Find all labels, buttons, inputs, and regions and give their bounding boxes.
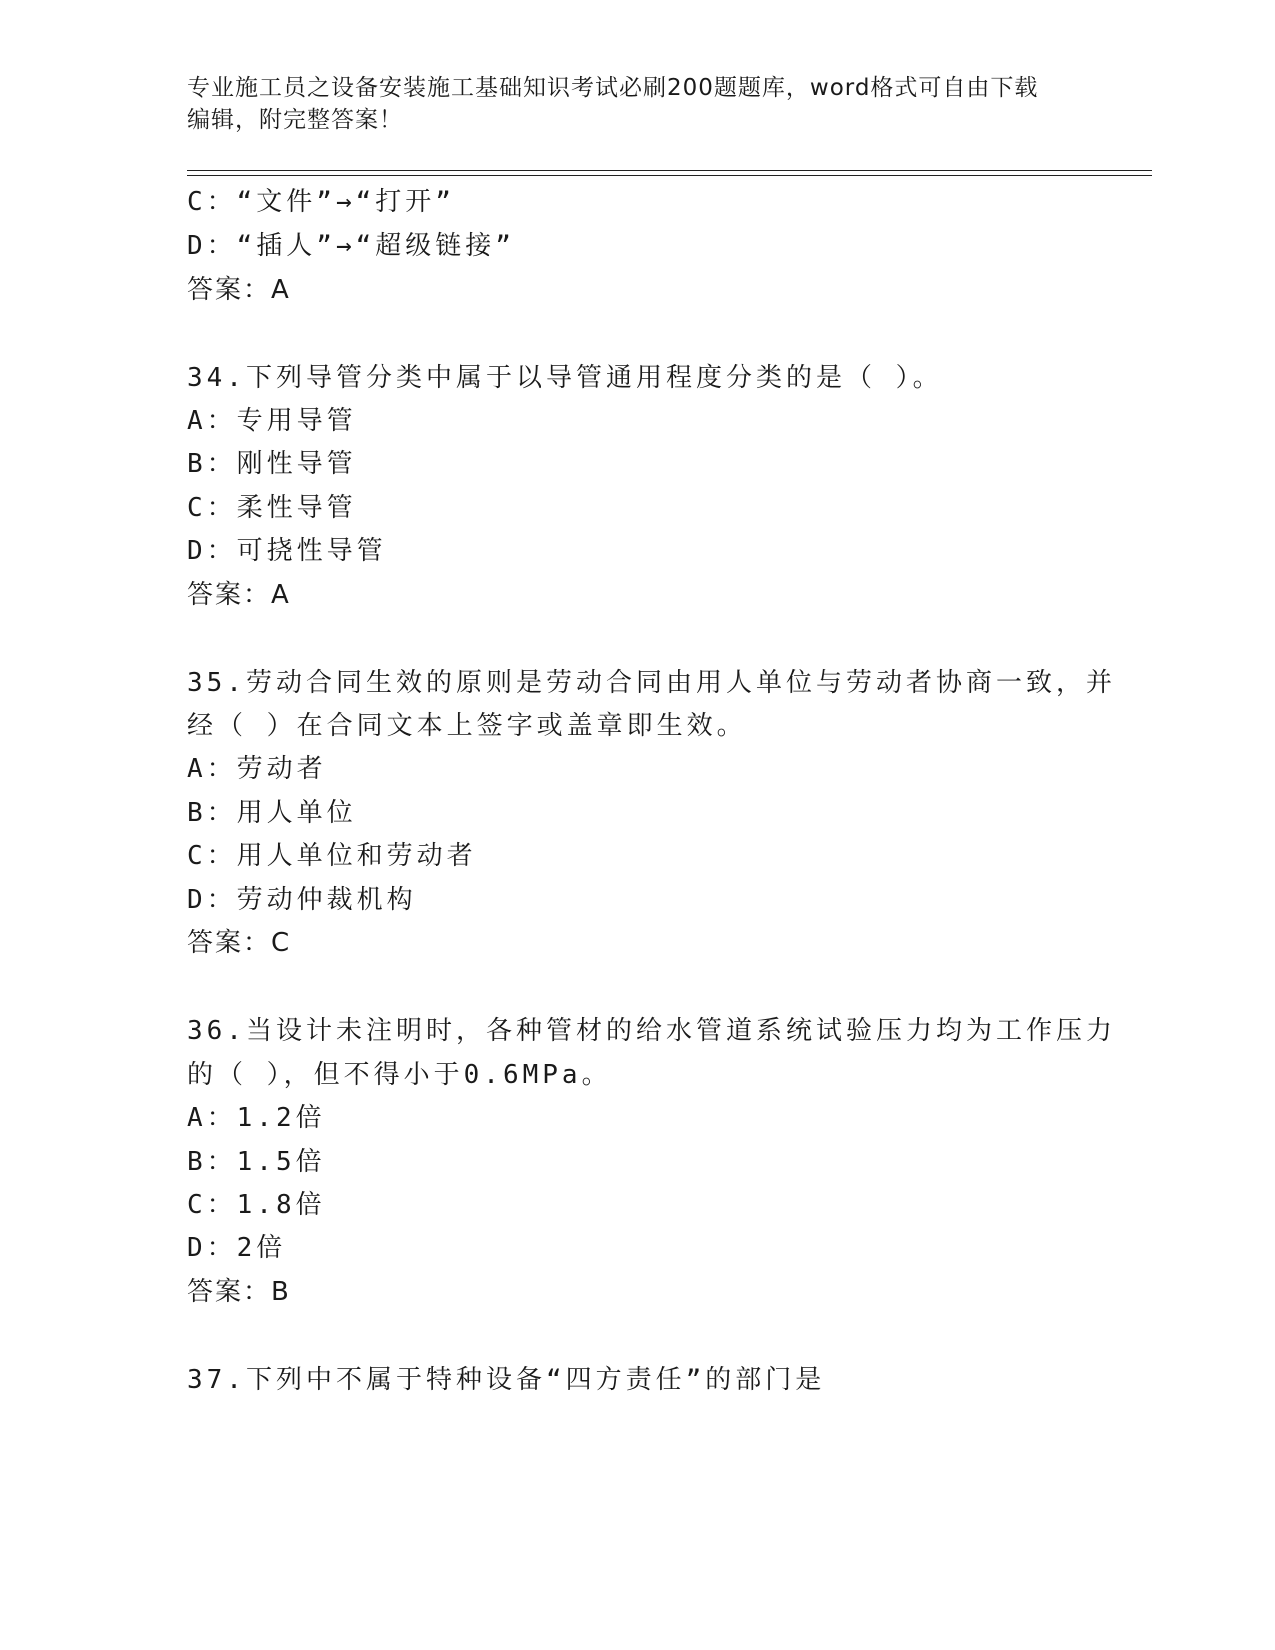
q36-option-a: A：1.2倍: [187, 1103, 326, 1133]
q36-stem-line-2: 的（ ），但不得小于0.6MPa。: [187, 1060, 612, 1090]
q33-answer: 答案：A: [187, 275, 291, 305]
header-divider-bottom: [187, 175, 1152, 176]
q34-option-d: D：可挠性导管: [187, 536, 387, 566]
q36-stem-line-1: 36.当设计未注明时，各种管材的给水管道系统试验压力均为工作压力: [187, 1016, 1116, 1046]
q36-option-b: B：1.5倍: [187, 1147, 326, 1177]
q33-option-c: C：“文件”→“打开”: [187, 187, 455, 217]
header-divider-top: [187, 170, 1152, 171]
q33-option-d: D：“插人”→“超级链接”: [187, 231, 515, 261]
q34-option-b: B：刚性导管: [187, 449, 357, 479]
q34-option-a: A：专用导管: [187, 406, 357, 436]
document-header-line-2: 编辑，附完整答案！: [187, 107, 403, 133]
q36-option-d: D：2倍: [187, 1233, 287, 1263]
q34-option-c: C：柔性导管: [187, 493, 357, 523]
q35-option-d: D：劳动仲裁机构: [187, 885, 417, 915]
q35-stem-line-2: 经（ ）在合同文本上签字或盖章即生效。: [187, 711, 747, 741]
q37-stem: 37.下列中不属于特种设备“四方责任”的部门是: [187, 1365, 826, 1395]
q35-option-c: C：用人单位和劳动者: [187, 841, 477, 871]
q34-stem: 34.下列导管分类中属于以导管通用程度分类的是（ ）。: [187, 363, 943, 393]
q34-answer: 答案：A: [187, 580, 291, 610]
q36-answer: 答案：B: [187, 1277, 291, 1307]
document-header-line-1: 专业施工员之设备安装施工基础知识考试必刷200题题库，word格式可自由下载: [187, 75, 1039, 101]
q35-stem-line-1: 35.劳动合同生效的原则是劳动合同由用人单位与劳动者协商一致，并: [187, 668, 1116, 698]
q35-option-a: A：劳动者: [187, 754, 327, 784]
q35-option-b: B：用人单位: [187, 798, 357, 828]
q36-option-c: C：1.8倍: [187, 1190, 326, 1220]
q35-answer: 答案：C: [187, 928, 292, 958]
